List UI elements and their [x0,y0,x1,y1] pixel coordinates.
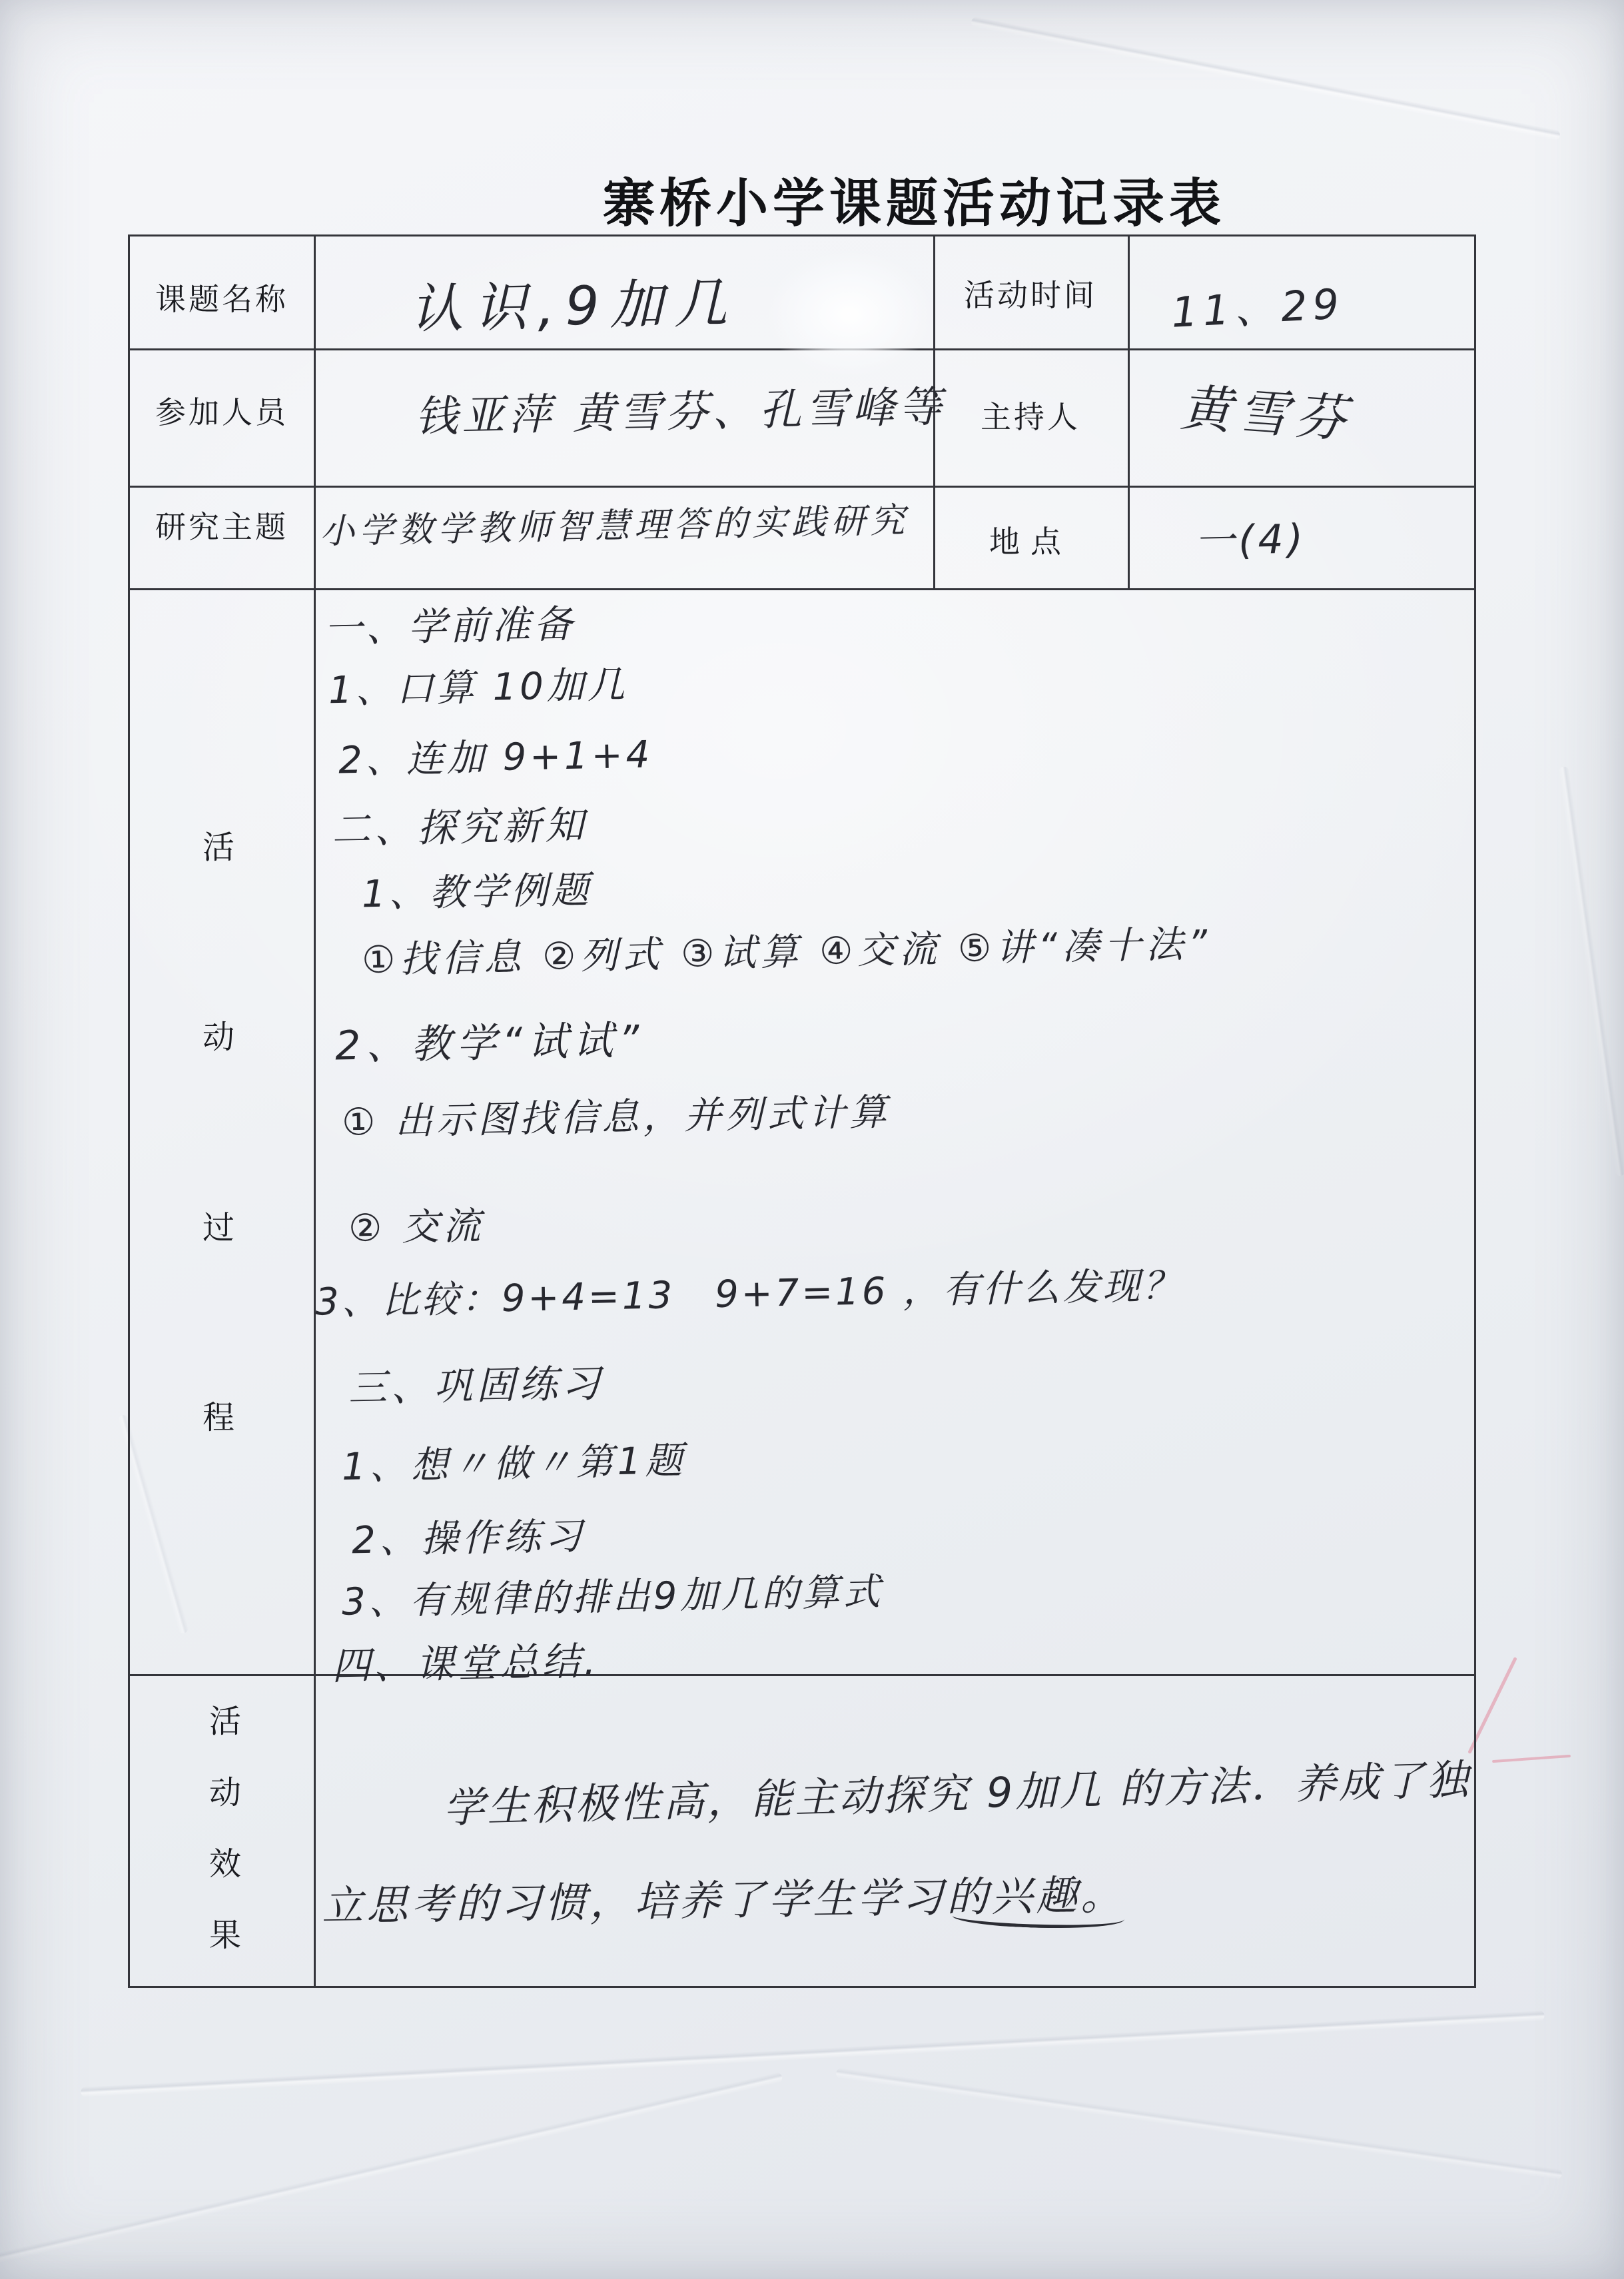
activity-effect-label [200,1695,250,1955]
process-line: 2、操作练习 [351,1514,587,1563]
activity-process-label-char: 动 [202,1020,234,1056]
activity-time-value: 11、29 [1170,279,1346,337]
process-line: 二、探究新知 [331,802,588,853]
participants-value: 钱亚萍 黄雪芬、孔雪峰等 [414,382,947,442]
effect-line: 学生积极性高，能主动探究 9加几 的方法．养成了独 [442,1755,1471,1833]
table-divider-vertical-3 [1128,236,1130,588]
process-line: 三、巩固练习 [348,1360,605,1411]
process-line: 1、口算 10加几 [328,663,629,713]
host-signature: 黄雪芬 [1178,378,1355,449]
activity-process-label [193,821,244,1438]
process-line: 3、比较：9+4=13 9+7=16 ，有什么发现？ [314,1264,1183,1324]
activity-time-label: 活动时间 [964,278,1097,312]
process-line: 3、有规律的排出9加几的算式 [341,1570,884,1624]
activity-effect-label-char: 效 [208,1847,241,1882]
location-label: 地点 [989,525,1072,559]
research-theme-label: 研究主题 [155,510,288,544]
page-title: 寨桥小学课题活动记录表 [603,174,1226,232]
paper-crease [0,2072,783,2270]
paper-crease [1558,766,1624,1176]
record-table [128,234,1476,1988]
host-label: 主持人 [981,400,1080,434]
paper-crease [835,2068,1563,2180]
activity-effect-label-char: 果 [208,1918,241,1953]
topic-name-label: 课题名称 [155,282,288,316]
table-divider-row-2 [130,486,1474,488]
process-line: 2、连加 9+1+4 [338,733,653,783]
research-theme-value: 小学数学教师智慧理答的实践研究 [319,500,910,552]
location-value: 一(4) [1194,516,1308,565]
activity-process-label-char: 程 [202,1400,234,1436]
process-line: 1、教学例题 [361,868,593,917]
activity-effect-label-char: 动 [208,1775,241,1811]
process-line: ① 出示图找信息，并列式计算 [341,1091,891,1144]
paper-crease [81,2010,1545,2097]
activity-process-label-char: 过 [202,1210,234,1246]
effect-line: 立思考的习惯，培养了学生学习的兴趣。 [321,1870,1126,1931]
correction-fluid-smudge [766,251,933,378]
process-line: ①找信息 ②列式 ③试算 ④交流 ⑤讲“凑十法” [361,922,1212,983]
participants-label: 参加人员 [155,396,288,430]
process-line: 四、课堂总结. [331,1638,600,1689]
process-line: 1、想〃做〃第1题 [341,1439,687,1489]
table-divider-vertical-1 [314,236,316,1986]
topic-name-value: 认识,9加几 [409,272,739,340]
activity-effect-label-char: 活 [208,1704,241,1739]
red-pencil-mark [1492,1755,1571,1763]
process-line: 2、教学“试试” [334,1017,645,1070]
activity-process-label-char: 活 [202,830,234,865]
process-line: 一、学前准备 [323,601,576,652]
process-line: ② 交流 [348,1204,485,1250]
paper-crease [971,16,1561,141]
table-divider-row-3 [130,588,1474,590]
